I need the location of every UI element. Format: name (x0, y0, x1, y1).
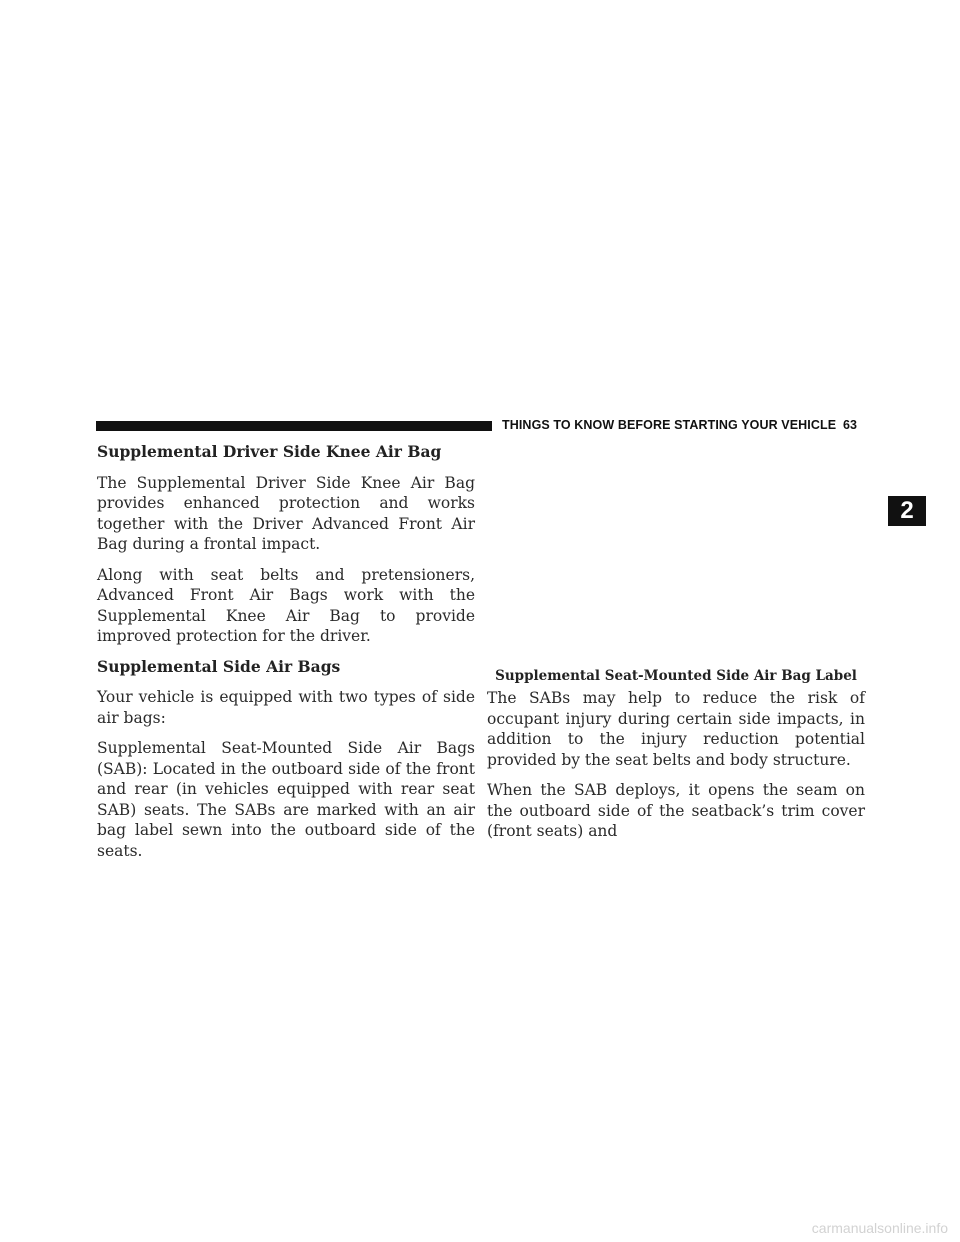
watermark: carmanualsonline.info (811, 1220, 948, 1236)
left-column (97, 442, 475, 871)
paragraph: The SABs may help to reduce the risk of occupant injury during certain side impacts, in addition to the injury reduction potential provided by the seat belts and body structure. (487, 689, 865, 769)
header-rule (96, 421, 492, 431)
paragraph: Along with seat belts and pretensioners, Advanced Front Air Bags work with the Supplemental Knee Air Bag to provide improved protection for the driver. (97, 565, 475, 645)
paragraph: When the SAB deploys, it opens the seam on the outboard side of the seatback’s trim cover (front seats) and (487, 781, 865, 840)
chapter-tab: 2 (888, 496, 926, 526)
right-column (487, 688, 865, 852)
air-bag-label-figure (487, 442, 865, 664)
figure-caption: Supplemental Seat-Mounted Side Air Bag Label (495, 668, 857, 684)
heading-knee-air-bag: Supplemental Driver Side Knee Air Bag (97, 442, 442, 461)
page-number: 63 (843, 418, 857, 432)
heading-side-air-bags: Supplemental Side Air Bags (97, 656, 341, 676)
paragraph: Supplemental Seat-Mounted Side Air Bags (SAB): Located in the outboard side of the front and rear (in vehicles equipped with rear seat SAB) seats. The SABs are marked with an air bag label sewn into the outboard side of the seats. (97, 739, 475, 860)
section-header-title: THINGS TO KNOW BEFORE STARTING YOUR VEHICLE (502, 418, 837, 432)
paragraph: Your vehicle is equipped with two types of side air bags: (97, 688, 475, 727)
paragraph: The Supplemental Driver Side Knee Air Bag provides enhanced protection and works together with the Driver Advanced Front Air Bag during a frontal impact. (97, 473, 475, 553)
